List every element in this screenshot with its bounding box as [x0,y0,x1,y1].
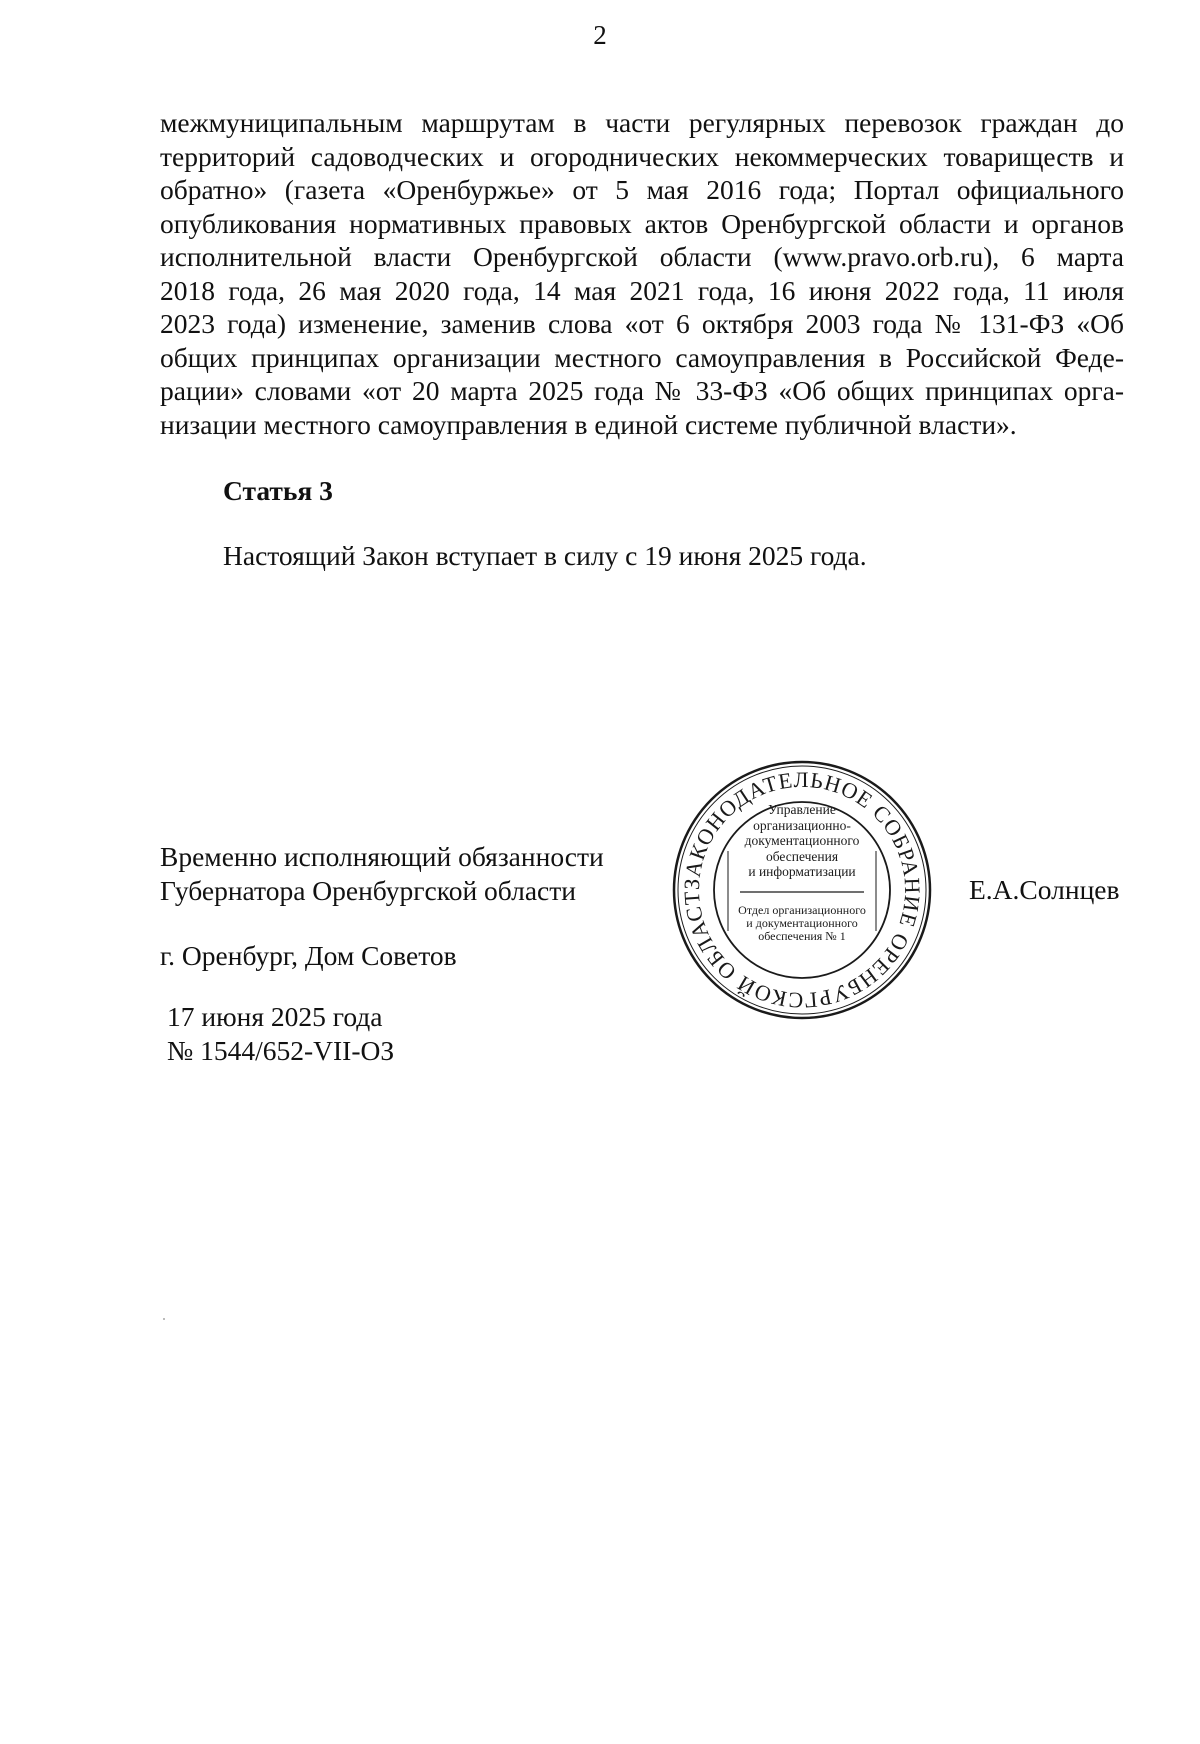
scan-speck [163,1318,165,1320]
law-date-block [167,1000,394,1068]
continued-paragraph [160,106,1124,441]
signatory-position-line: Губернатора Оренбургской области [160,875,576,906]
paragraph-line: исполнительной власти Оренбургской области (www.pravo.orb.ru), 6 марта [160,241,1124,272]
paragraph-line: 2023 года) изменение, заменив слова «от 6 октября 2003 года № 131-ФЗ «Об [160,308,1124,339]
seal-dept-line: Отдел организационного [738,902,866,917]
seal-center-text [732,802,872,943]
paragraph-line: рации» словами «от 20 марта 2025 года № 33-ФЗ «Об общих принципах орга- [160,375,1124,406]
seal-outer-text: ЗАКОНОДАТЕЛЬНОЕ СОБРАНИЕ ОРЕНБУРГСКОЙ ОБЛАСТ [678,766,926,1014]
signatory-position [160,840,604,908]
seal-center-line: и информатизации [748,864,856,879]
seal-center-line: организационно- [753,817,851,833]
signer-name: Е.А.Солнцев [969,874,1120,905]
article-heading: Статья 3 [223,475,333,506]
law-date: 17 июня 2025 года [167,1001,383,1032]
seal-dept-line: и документационного [746,915,858,930]
seal-center-line: обеспечения [765,848,839,864]
official-seal [668,756,936,1024]
signatory-position-line: Временно исполняющий обязанности [160,841,604,872]
paragraph-line: 2018 года, 26 мая 2020 года, 14 мая 2021 года, 16 июня 2022 года, 11 июля [160,274,1124,306]
page-number: 2 [593,20,607,50]
law-number: № 1544/652-VII-ОЗ [167,1035,395,1066]
paragraph-line: низации местного самоуправления в единой системе публичной власти». [160,408,1017,440]
paragraph-line: межмуниципальным маршрутам в части регулярных перевозок граждан до [160,107,1124,138]
paragraph-line: территорий садоводческих и огороднических некоммерческих товариществ и [160,140,1124,172]
paragraph-line: обратно» (газета «Оренбуржье» от 5 мая 2016 года; Портал официального [160,174,1124,205]
article-text: Настоящий Закон вступает в силу с 19 июня 2025 года. [223,540,867,571]
seal-center-line: документационного [744,833,860,848]
paragraph-line: общих принципах организации местного самоуправления в Российской Феде- [160,341,1124,373]
seal-dept-line: обеспечения № 1 [758,928,846,943]
paragraph-line: опубликования нормативных правовых актов Оренбургской области и органов [160,207,1124,239]
signing-place: г. Оренбург, Дом Советов [160,940,457,971]
seal-center-line: Управление [768,802,836,817]
